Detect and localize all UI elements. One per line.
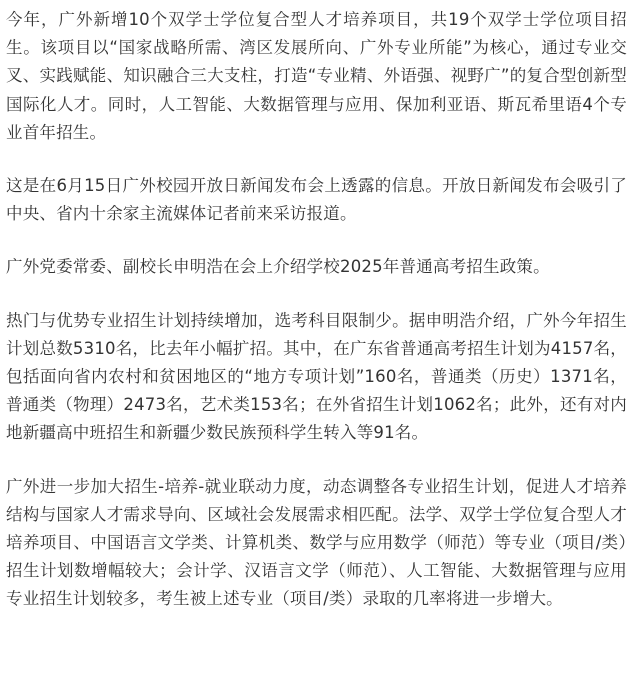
paragraph-open-day: 这是在6月15日广外校园开放日新闻发布会上透露的信息。开放日新闻发布会吸引了中央、省内十余家主流媒体记者前来采访报道。 [6,176,627,224]
paragraph-enrollment-plan: 热门与优势专业招生计划持续增加，选考科目限制少。据申明浩介绍，广外今年招生计划总数5310名，比去年小幅扩招。其中，在广东省普通高考招生计划为4157名，包括面向省内农村和贫困地区的“地方专项计划”160名，普通类（历史）1371名，普通类（物理）2473名，艺术类153名；在外省招生计划1062名；此外，还有对内地新疆高中班招生和新疆少数民族预科学生转入等91名。 [6,310,627,443]
paragraph-new-programs: 今年，广外新增10个双学士学位复合型人才培养项目，共19个双学士学位项目招生。该项目以“国家战略所需、湾区发展所向、广外专业所能”为核心，通过专业交叉、实践赋能、知识融合三大支柱，打造“专业精、外语强、视野广”的复合型创新型国际化人才。同时，人工智能、大数据管理与应用、保加利亚语、斯瓦希里语4个专业首年招生。 [6,10,627,142]
paragraph-vice-president: 广外党委常委、副校长申明浩在会上介绍学校2025年普通高考招生政策。 [6,257,550,277]
paragraph-linkage: 广外进一步加大招生-培养-就业联动力度，动态调整各专业招生计划，促进人才培养结构与国家人才需求导向、区域社会发展需求相匹配。法学、双学士学位复合型人才培养项目、中国语言文学类、计算机类、数学与应用数学（师范）等专业（项目/类）招生计划数增幅较大；会计学、汉语言文学（师范）、人工智能、大数据管理与应用专业招生计划较多，考生被上述专业（项目/类）录取的几率将进一步增大。 [6,476,627,609]
